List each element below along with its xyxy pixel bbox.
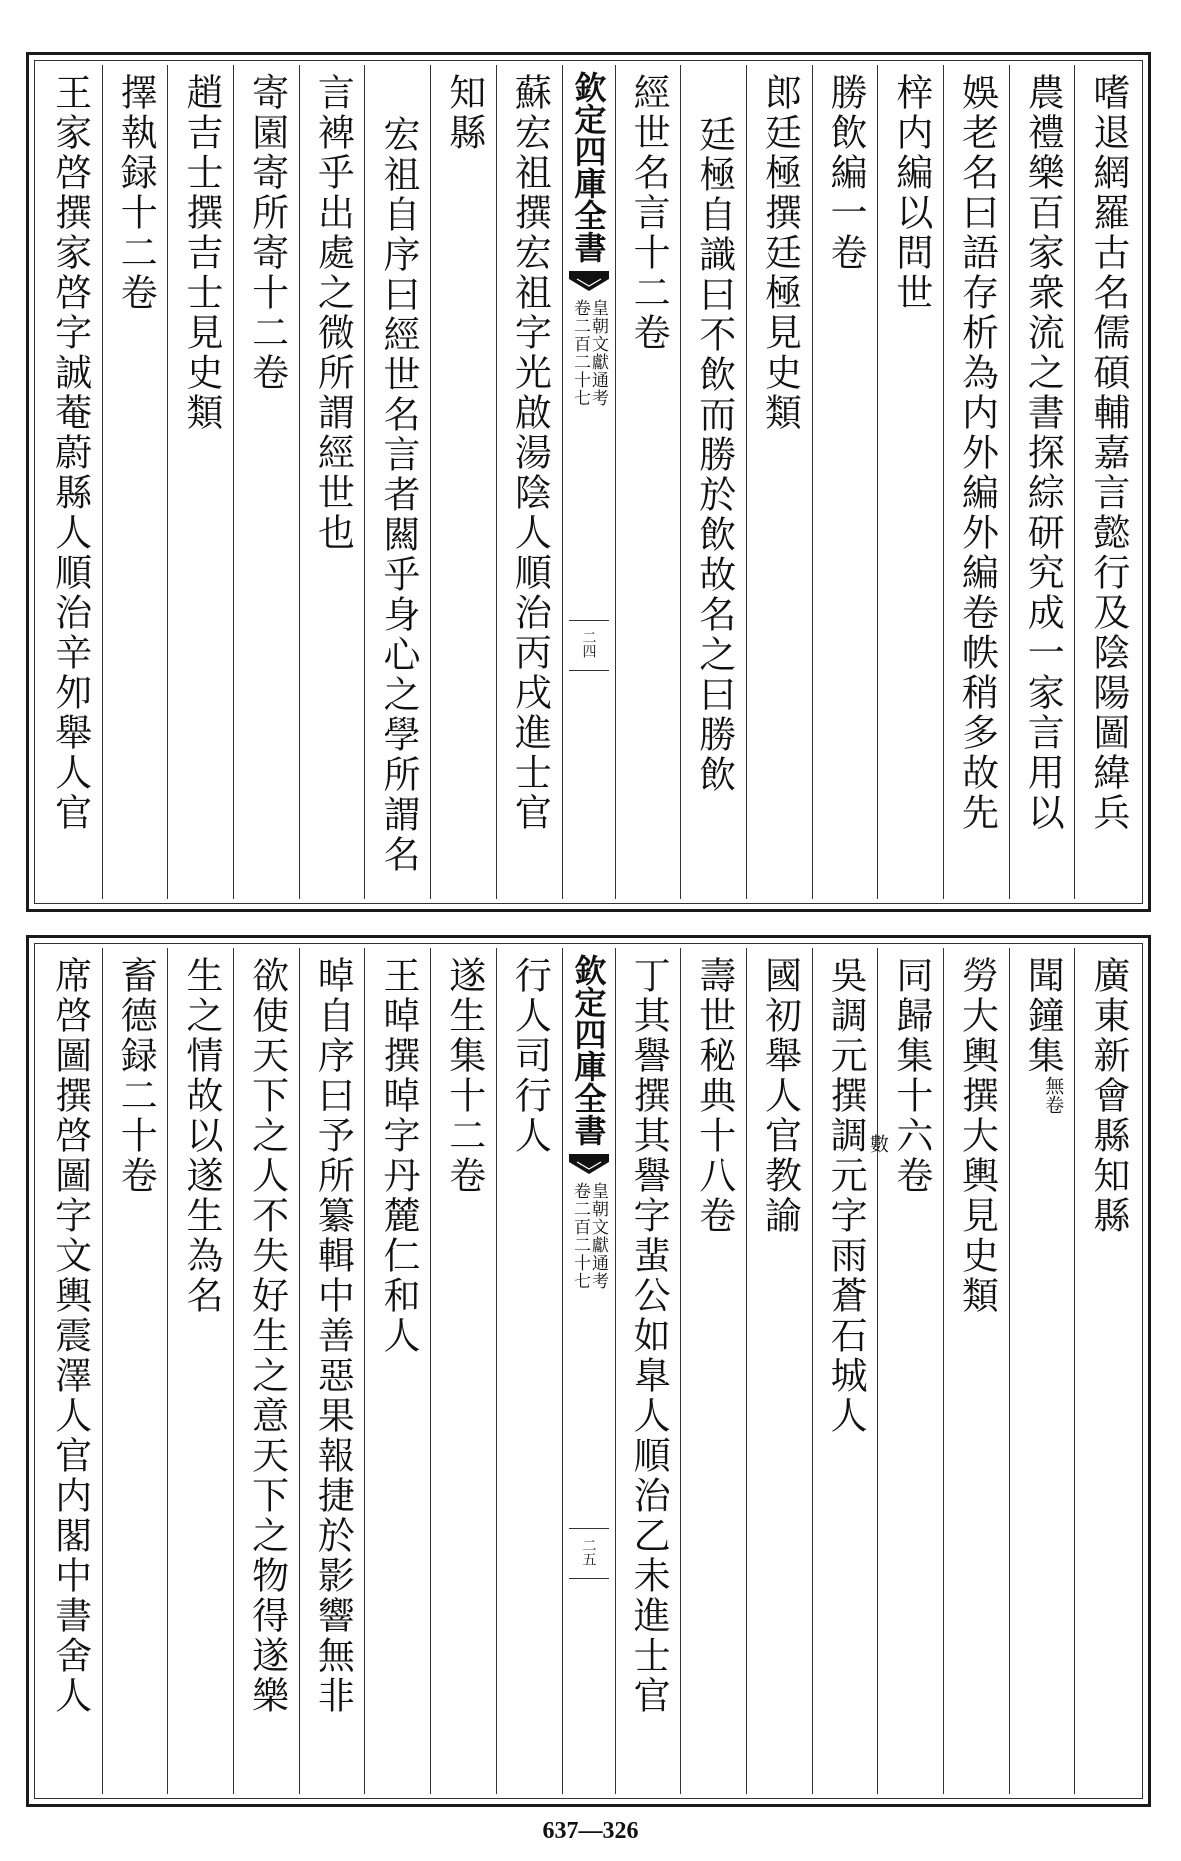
- text-column: [746, 65, 812, 899]
- column-text: 晫自序曰予所纂輯中善惡果報捷於影響無非: [311, 956, 355, 1716]
- column-text: 丁其譽撰其譽字蜚公如臯人順治乙未進士官: [627, 956, 671, 1716]
- column-text: 經世名言十二卷: [627, 73, 671, 353]
- text-column: [430, 948, 496, 1794]
- page-divider-line: [569, 620, 609, 621]
- center-margin-strip: [562, 65, 615, 899]
- column-text: 行人司行人: [508, 956, 552, 1156]
- text-column: [812, 948, 878, 1794]
- fish-tail-mark-icon: [569, 271, 609, 293]
- text-column: [430, 65, 496, 899]
- column-text: 壽世秘典十八卷: [692, 956, 736, 1236]
- column-text: 勞大輿撰大輿見史類: [955, 956, 999, 1316]
- fish-tail-mark-icon: [569, 1154, 609, 1176]
- text-column: [943, 65, 1009, 899]
- text-column: [1074, 65, 1140, 899]
- annotation-note-continued: 數: [867, 1134, 889, 1153]
- text-column: [299, 948, 365, 1794]
- text-column: [233, 65, 299, 899]
- text-column: [37, 948, 102, 1794]
- column-text: [1021, 948, 1064, 1114]
- text-column: [364, 65, 430, 899]
- column-text: 廣東新會縣知縣: [1086, 956, 1130, 1236]
- column-text: 席啓圖撰啓圖字文輿震澤人官内閣中書舍人: [48, 956, 92, 1716]
- page-divider-line: [569, 670, 609, 671]
- text-column: [167, 948, 233, 1794]
- volume-label: 卷二百二十七: [570, 1182, 590, 1290]
- top-page-frame: [26, 52, 1151, 912]
- text-column: [1009, 948, 1075, 1794]
- page-number: 二四: [580, 630, 597, 658]
- sub-title: 皇朝文獻通考: [588, 1182, 608, 1290]
- column-text: 王家啓撰家啓字誠菴蔚縣人順治辛夘舉人官: [48, 73, 92, 833]
- column-text: 宏祖自序曰經世名言者闗乎身心之學所謂名: [377, 115, 421, 875]
- column-text: 王晫撰晫字丹麓仁和人: [377, 956, 421, 1356]
- text-column: [233, 948, 299, 1794]
- column-text: 言裨乎出處之微所謂經世也: [311, 73, 355, 553]
- column-text: 娛老名曰語存析為内外編外編卷帙稍多故先: [955, 73, 999, 833]
- top-columns: [37, 65, 1140, 899]
- text-column: [746, 948, 812, 1794]
- column-text: 吳調元撰調元字雨蒼石城人: [824, 956, 868, 1436]
- sub-title: 皇朝文獻通考: [588, 299, 608, 407]
- text-column: [1009, 65, 1075, 899]
- text-column: [496, 65, 562, 899]
- text-column: [680, 948, 746, 1794]
- column-text: 同歸集十六卷: [889, 956, 933, 1196]
- column-text: 畜德録二十卷: [114, 956, 158, 1196]
- column-text: 嗜退網羅古名儒碩輔嘉言懿行及陰陽圖緯兵: [1086, 73, 1130, 833]
- text-column: [943, 948, 1009, 1794]
- bottom-columns: [37, 948, 1140, 1794]
- column-text: 廷極自識曰不飲而勝於飲故名之曰勝飲: [692, 115, 736, 795]
- text-column: [877, 65, 943, 899]
- column-text: 欲使天下之人不失好生之意天下之物得遂樂: [245, 956, 289, 1716]
- book-title: 欽定四庫全書: [569, 954, 608, 1146]
- column-text: 寄園寄所寄十二卷: [245, 73, 289, 393]
- column-text: 趙吉士撰吉士見史類: [179, 73, 223, 433]
- column-text: 農禮樂百家衆流之書探綜研究成一家言用以: [1021, 73, 1065, 833]
- column-text: 生之情故以遂生為名: [179, 956, 223, 1316]
- text-column: [102, 948, 168, 1794]
- text-column: [877, 948, 943, 1794]
- book-title: 欽定四庫全書: [569, 71, 608, 263]
- text-column: [615, 948, 681, 1794]
- text-column: [496, 948, 562, 1794]
- text-column: [680, 65, 746, 899]
- annotation-note: 無卷: [1042, 1076, 1065, 1114]
- text-column: [299, 65, 365, 899]
- text-column: [812, 65, 878, 899]
- text-column: [167, 65, 233, 899]
- sub-title-block: [571, 1182, 606, 1290]
- entry-title: 聞鐘集: [1021, 956, 1065, 1076]
- bottom-page-frame: [26, 935, 1151, 1807]
- column-text: 國初舉人官教諭: [758, 956, 802, 1236]
- center-margin-strip: [562, 948, 615, 1794]
- column-text: 郎廷極撰廷極見史類: [758, 73, 802, 433]
- column-text: 蘇宏祖撰宏祖字光啟湯陰人順治丙戌進士官: [508, 73, 552, 833]
- column-text: 勝飲編一卷: [824, 73, 868, 273]
- text-column: [37, 65, 102, 899]
- page-number: 二五: [580, 1538, 597, 1566]
- page-divider-line: [569, 1528, 609, 1529]
- sub-title-block: [571, 299, 606, 407]
- volume-label: 卷二百二十七: [570, 299, 590, 407]
- page-divider-line: [569, 1578, 609, 1579]
- page-footer-number: 637—326: [542, 1818, 639, 1844]
- column-text: 梓内編以問世: [889, 73, 933, 313]
- column-text: 遂生集十二卷: [442, 956, 486, 1196]
- text-column: [1074, 948, 1140, 1794]
- text-column: [364, 948, 430, 1794]
- column-text: 擇執録十二卷: [114, 73, 158, 313]
- text-column: [615, 65, 681, 899]
- column-text: 知縣: [442, 73, 486, 153]
- text-column: [102, 65, 168, 899]
